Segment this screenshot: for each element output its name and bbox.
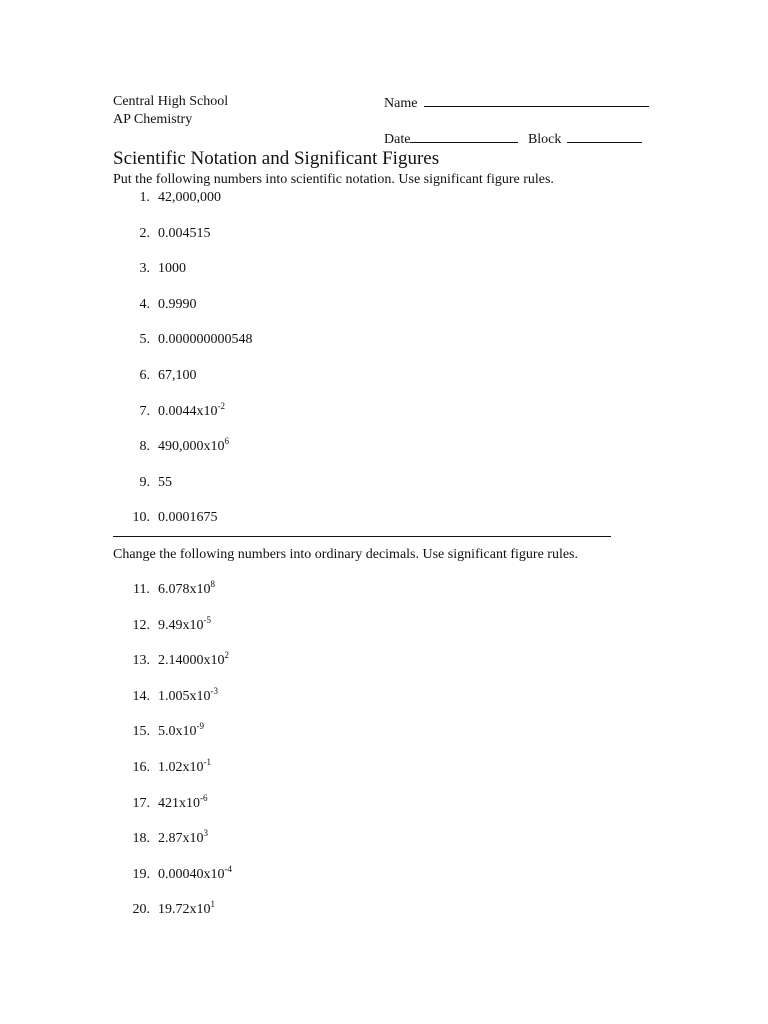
problem-number: 10. [132,510,150,526]
problem-value [158,510,218,526]
problem-exponent: 3 [203,828,208,839]
block-blank [567,130,642,143]
problem-base: 0.9990 [158,296,197,312]
problem-base: 421x10 [158,795,200,811]
problem-base: 1000 [158,261,186,277]
problem-base: 2.87x10 [158,831,204,847]
problem-base: 9.49x10 [158,617,204,633]
problem-item [0,650,600,671]
problem-number: 9. [139,474,150,490]
problem-value [158,400,225,420]
problem-item [0,368,600,386]
problem-number: 1. [139,190,150,205]
problem-number: 20. [132,902,150,918]
problem-number: 4. [139,296,150,312]
problem-item [0,899,600,920]
problem-value [158,614,211,634]
name-label: Name [384,96,418,111]
problem-exponent: 1 [210,899,215,910]
problem-number: 11. [133,582,150,597]
problem-base: 490,000x10 [158,439,225,455]
problem-number: 18. [132,831,150,847]
problem-value [158,721,204,740]
school-name: Central High School [113,94,229,109]
problem-exponent: -1 [203,757,211,767]
problem-number: 19. [132,866,150,882]
problem-item [0,297,600,315]
problem-value [158,863,232,883]
problem-item [0,721,600,742]
problem-item [0,400,600,422]
problem-number: 5. [139,332,150,348]
problem-base: 5.0x10 [158,724,197,740]
problem-base: 0.004515 [158,225,211,241]
problem-item [0,757,600,778]
problem-value [158,650,229,669]
problem-item [0,436,600,457]
problem-number: 16. [132,760,150,775]
problem-value [158,190,221,206]
section2-instructions: Change the following numbers into ordinary decimals. Use significant figure rules. [113,547,579,562]
problem-exponent: -6 [200,792,208,803]
problem-exponent: 2 [224,650,229,661]
problem-exponent: -4 [224,863,232,874]
date-block-field [384,130,642,148]
problem-number: 12. [132,617,150,633]
problem-base: 19.72x10 [158,902,211,918]
block-label: Block [527,132,562,147]
problem-value [158,436,229,455]
problem-number: 3. [139,261,150,277]
problem-exponent: -3 [210,685,218,696]
problem-item [0,510,600,528]
problem-base: 0.0001675 [158,510,218,526]
problem-exponent: -9 [196,721,204,732]
problem-item [0,332,600,350]
course-name: AP Chemistry [113,112,193,127]
problem-exponent: 8 [210,579,215,589]
problem-base: 67,100 [158,368,197,383]
problem-number: 2. [139,225,150,241]
problem-exponent: 6 [224,436,229,447]
problem-item [0,828,600,849]
problem-base: 55 [158,474,172,490]
problem-base: 0.0044x10 [158,403,218,419]
problem-exponent: -2 [217,400,225,411]
problem-item [0,792,600,814]
problem-value [158,261,186,277]
problem-number: 13. [132,653,150,669]
problem-value [158,297,197,313]
problem-value [158,332,253,348]
problem-value [158,792,208,812]
date-label: Date [384,132,411,147]
problem-item [0,614,600,636]
problem-value [158,579,215,598]
problem-base: 42,000,000 [158,190,221,205]
problem-value [158,757,211,776]
problem-item [0,226,600,244]
problem-item [0,685,600,707]
problem-item [0,863,600,885]
name-blank [424,94,649,107]
section1-instructions: Put the following numbers into scientific notation. Use significant figure rules. [113,172,554,187]
problem-value [158,899,215,918]
problem-value [158,828,208,847]
date-blank [410,130,518,143]
problem-value [158,368,197,384]
problem-value [158,475,172,491]
problem-value [158,226,211,242]
problem-number: 17. [132,795,150,811]
problem-value [158,685,218,705]
problem-number: 14. [132,688,150,704]
problem-number: 15. [132,724,150,740]
problem-item [0,190,600,208]
problem-number: 7. [139,403,150,419]
problem-number: 8. [139,439,150,455]
problem-base: 1.02x10 [158,760,204,775]
problem-base: 6.078x10 [158,582,211,597]
problem-item [0,261,600,279]
problem-base: 2.14000x10 [158,653,225,669]
name-field [384,94,649,112]
problem-item [0,475,600,493]
section-divider [113,536,611,537]
problem-base: 0.000000000548 [158,332,253,348]
problem-base: 0.00040x10 [158,866,225,882]
problem-base: 1.005x10 [158,688,211,704]
problem-exponent: -5 [203,614,211,625]
page-title: Scientific Notation and Significant Figures [113,148,440,169]
problem-number: 6. [139,368,150,383]
problem-item [0,579,600,600]
